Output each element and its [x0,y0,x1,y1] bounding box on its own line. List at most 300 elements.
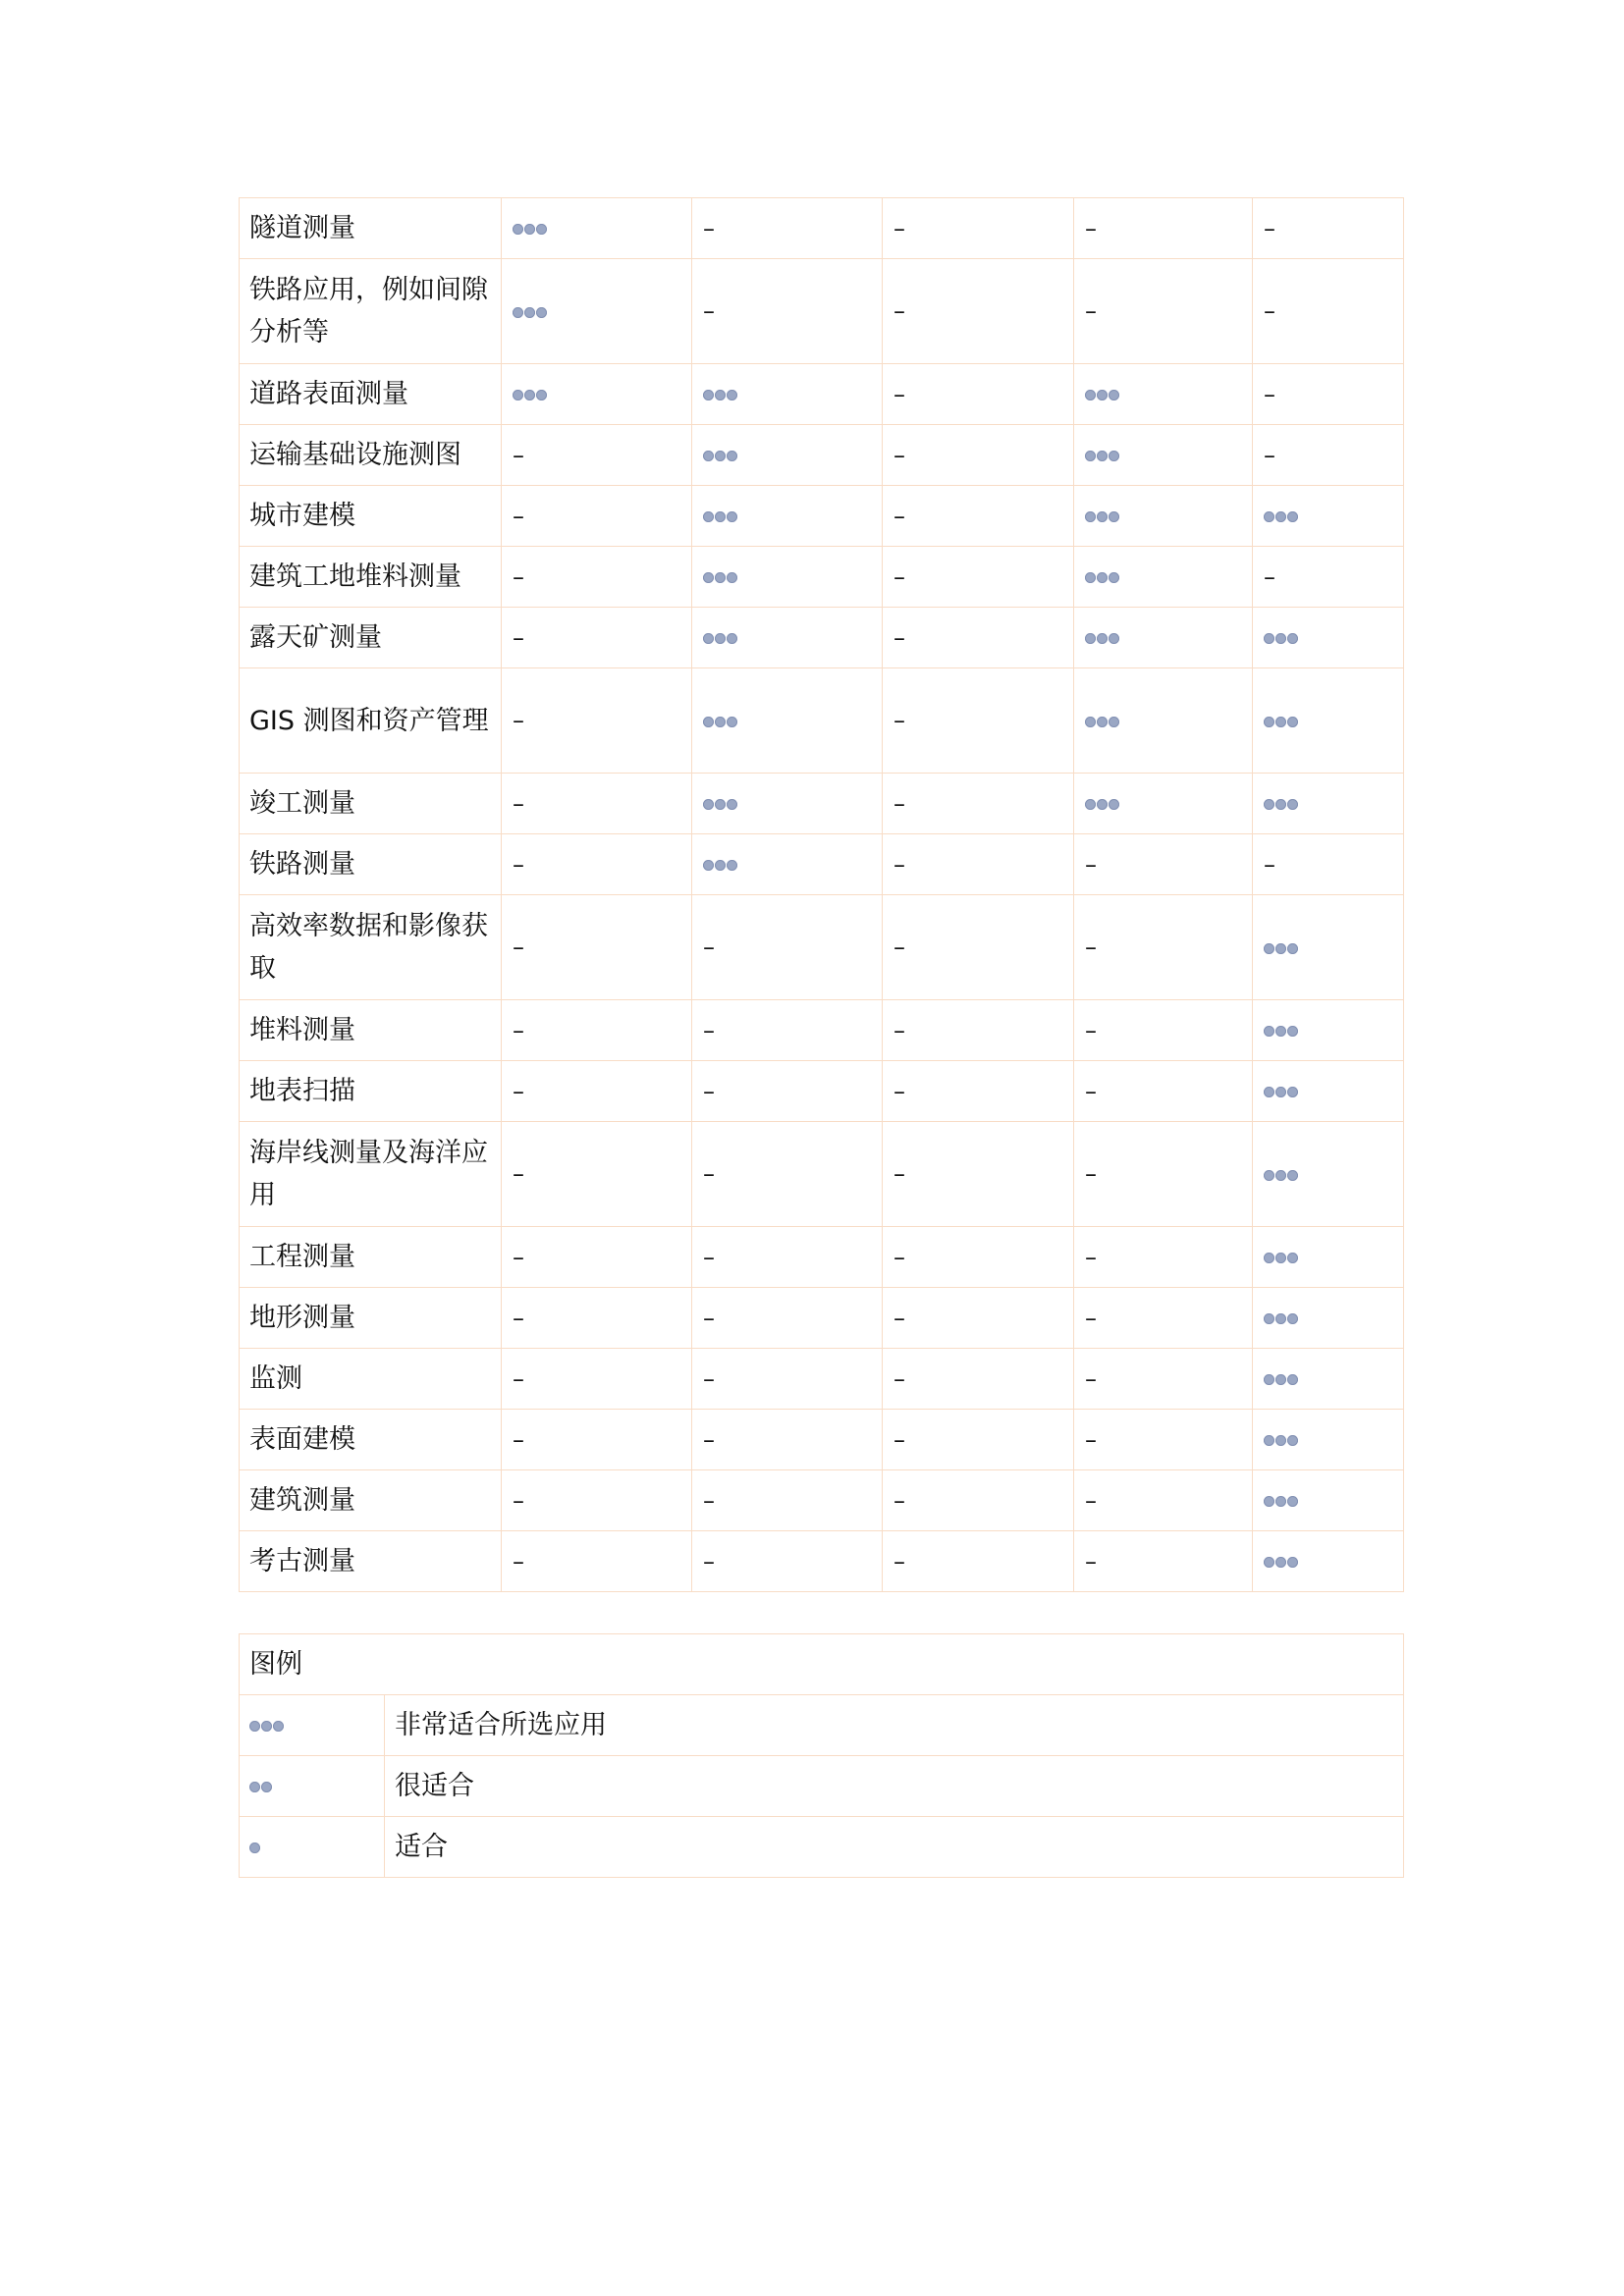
rating-dot-icon [1097,633,1108,644]
suitability-cell [502,547,692,608]
application-label: 表面建模 [240,1410,502,1470]
rating-dot-icon [1275,1557,1286,1568]
not-applicable-dash: – [1085,850,1097,879]
rating-dot-icon [1109,572,1119,583]
not-applicable-dash: – [513,1364,524,1393]
suitability-cell [883,1000,1074,1061]
not-applicable-dash: – [513,1547,524,1575]
suitability-cell [1074,547,1253,608]
legend-dots [249,1721,284,1732]
rating-dot-icon [1287,1087,1298,1097]
suitability-cell [692,198,883,259]
not-applicable-dash: – [513,1160,524,1188]
suitability-cell [1253,668,1404,774]
suitability-cell [1253,1227,1404,1288]
suitability-cell [1074,1531,1253,1592]
suitability-cell [502,198,692,259]
not-applicable-dash: – [1264,214,1275,242]
suitability-cell [1253,425,1404,486]
application-label: 堆料测量 [240,1000,502,1061]
rating-dot-icon [249,1782,260,1792]
rating-dots [1085,390,1119,400]
rating-dots [703,860,737,871]
rating-dots [1264,633,1298,644]
rating-dot-icon [1287,1313,1298,1324]
rating-dot-icon [513,307,523,318]
not-applicable-dash: – [893,1243,905,1271]
legend-dots [249,1782,272,1792]
suitability-cell [1074,259,1253,364]
not-applicable-dash: – [703,1364,715,1393]
suitability-cell [1074,1410,1253,1470]
application-label: 监测 [240,1349,502,1410]
suitability-cell [883,774,1074,834]
table-row [240,1288,1404,1349]
rating-dots [1264,1313,1298,1324]
not-applicable-dash: – [703,1486,715,1515]
not-applicable-dash: – [893,1364,905,1393]
not-applicable-dash: – [513,934,524,961]
not-applicable-dash: – [893,707,905,734]
rating-dot-icon [1085,390,1096,400]
not-applicable-dash: – [703,1547,715,1575]
suitability-cell [692,1122,883,1227]
suitability-cell [502,1349,692,1410]
rating-dot-icon [1109,717,1119,727]
suitability-cell [883,895,1074,1000]
not-applicable-dash: – [513,707,524,734]
not-applicable-dash: – [513,1243,524,1271]
not-applicable-dash: – [1264,562,1275,591]
table-row [240,1227,1404,1288]
rating-dot-icon [249,1721,260,1732]
not-applicable-dash: – [513,850,524,879]
application-label: 高效率数据和影像获取 [240,895,502,1000]
suitability-cell [1074,1122,1253,1227]
rating-dot-icon [1097,799,1108,810]
legend-text: 适合 [385,1817,1404,1878]
rating-dot-icon [703,390,714,400]
rating-dot-icon [1275,1313,1286,1324]
rating-dot-icon [1264,943,1274,954]
application-label: 隧道测量 [240,198,502,259]
rating-dot-icon [1287,511,1298,522]
suitability-cell [883,1061,1074,1122]
application-label: GIS 测图和资产管理 [240,668,502,774]
application-label: 建筑工地堆料测量 [240,547,502,608]
rating-dots [1264,1253,1298,1263]
suitability-cell [883,425,1074,486]
application-label: 海岸线测量及海洋应用 [240,1122,502,1227]
suitability-cell [1253,1349,1404,1410]
rating-dot-icon [273,1721,284,1732]
legend-text: 很适合 [385,1756,1404,1817]
table-row [240,547,1404,608]
not-applicable-dash: – [893,297,905,325]
suitability-cell [692,774,883,834]
rating-dot-icon [1275,633,1286,644]
suitability-cell [883,1349,1074,1410]
rating-dot-icon [1287,1170,1298,1181]
not-applicable-dash: – [893,562,905,591]
not-applicable-dash: – [703,1077,715,1105]
suitability-cell [1253,1531,1404,1592]
suitability-cell [502,1227,692,1288]
rating-dot-icon [513,224,523,235]
rating-dot-icon [715,390,726,400]
rating-dot-icon [1275,1435,1286,1446]
suitability-cell [502,1531,692,1592]
not-applicable-dash: – [513,623,524,652]
table-row [240,834,1404,895]
rating-dot-icon [727,572,737,583]
suitability-cell [692,364,883,425]
suitability-cell [883,547,1074,608]
suitability-cell [1074,425,1253,486]
application-label: 铁路应用，例如间隙分析等 [240,259,502,364]
suitability-cell [502,774,692,834]
rating-dot-icon [715,572,726,583]
suitability-cell [692,668,883,774]
application-suitability-table [239,197,1404,1592]
rating-dot-icon [1109,451,1119,461]
rating-dot-icon [1287,1557,1298,1568]
rating-dots [513,224,547,235]
rating-dot-icon [1275,1087,1286,1097]
suitability-cell [1253,895,1404,1000]
not-applicable-dash: – [1085,1364,1097,1393]
rating-dot-icon [715,717,726,727]
suitability-cell [502,668,692,774]
rating-dot-icon [703,511,714,522]
suitability-cell [1074,668,1253,774]
table-row [240,608,1404,668]
rating-dots [703,717,737,727]
not-applicable-dash: – [1085,934,1097,961]
application-label: 铁路测量 [240,834,502,895]
rating-dots [1264,1026,1298,1037]
suitability-cell [502,1470,692,1531]
rating-dots [1085,511,1119,522]
suitability-cell [692,834,883,895]
rating-dot-icon [261,1782,272,1792]
rating-dots [1085,572,1119,583]
rating-dot-icon [1264,1253,1274,1263]
suitability-cell [883,1470,1074,1531]
not-applicable-dash: – [893,623,905,652]
rating-dot-icon [1097,511,1108,522]
rating-dot-icon [727,717,737,727]
suitability-cell [883,1227,1074,1288]
rating-dot-icon [715,451,726,461]
not-applicable-dash: – [1085,1486,1097,1515]
not-applicable-dash: – [893,1304,905,1332]
suitability-cell [502,1000,692,1061]
rating-dots [1085,717,1119,727]
legend-text: 非常适合所选应用 [385,1695,1404,1756]
not-applicable-dash: – [893,1160,905,1188]
rating-dots [1264,1496,1298,1507]
rating-dot-icon [1264,1313,1274,1324]
not-applicable-dash: – [513,1425,524,1454]
application-label: 竣工测量 [240,774,502,834]
rating-dots [513,390,547,400]
rating-dot-icon [1287,633,1298,644]
not-applicable-dash: – [703,1425,715,1454]
application-label: 露天矿测量 [240,608,502,668]
rating-dot-icon [1287,943,1298,954]
not-applicable-dash: – [893,1425,905,1454]
rating-dots [703,390,737,400]
suitability-cell [883,608,1074,668]
rating-dot-icon [524,224,535,235]
rating-dot-icon [703,633,714,644]
suitability-cell [1074,1470,1253,1531]
rating-dots [1085,633,1119,644]
legend-dots [249,1842,260,1853]
table-body [240,198,1404,1592]
not-applicable-dash: – [1085,1547,1097,1575]
table-row [240,895,1404,1000]
suitability-cell [692,1288,883,1349]
suitability-cell [1253,1061,1404,1122]
suitability-cell [883,668,1074,774]
suitability-cell [692,1349,883,1410]
not-applicable-dash: – [513,789,524,818]
suitability-cell [502,834,692,895]
rating-dot-icon [1275,1374,1286,1385]
not-applicable-dash: – [513,562,524,591]
table-row [240,1122,1404,1227]
suitability-cell [502,1061,692,1122]
rating-dot-icon [1085,451,1096,461]
rating-dot-icon [524,390,535,400]
legend-symbol [240,1817,385,1878]
rating-dot-icon [703,860,714,871]
not-applicable-dash: – [1085,1160,1097,1188]
rating-dot-icon [1264,1435,1274,1446]
rating-dots [513,307,547,318]
rating-dot-icon [703,451,714,461]
suitability-cell [883,1288,1074,1349]
rating-dot-icon [1275,799,1286,810]
rating-dot-icon [1264,1087,1274,1097]
application-label: 建筑测量 [240,1470,502,1531]
suitability-cell [692,259,883,364]
not-applicable-dash: – [1085,1425,1097,1454]
table-row [240,668,1404,774]
suitability-cell [1074,1000,1253,1061]
rating-dot-icon [715,860,726,871]
suitability-cell [883,259,1074,364]
suitability-cell [502,364,692,425]
rating-dots [1264,1087,1298,1097]
suitability-cell [1074,486,1253,547]
application-label: 地形测量 [240,1288,502,1349]
rating-dots [703,451,737,461]
suitability-cell [692,1061,883,1122]
suitability-cell [1253,547,1404,608]
not-applicable-dash: – [1264,380,1275,408]
not-applicable-dash: – [893,1016,905,1044]
application-label: 工程测量 [240,1227,502,1288]
suitability-cell [1253,608,1404,668]
rating-dot-icon [1085,717,1096,727]
table-row [240,1000,1404,1061]
rating-dot-icon [1264,1374,1274,1385]
application-label: 城市建模 [240,486,502,547]
suitability-cell [883,1410,1074,1470]
rating-dot-icon [1264,1026,1274,1037]
suitability-cell [1074,198,1253,259]
suitability-cell [692,895,883,1000]
table-row [240,1349,1404,1410]
rating-dot-icon [703,572,714,583]
table-row [240,486,1404,547]
not-applicable-dash: – [893,441,905,469]
not-applicable-dash: – [513,1304,524,1332]
suitability-cell [1253,486,1404,547]
table-row [240,1410,1404,1470]
not-applicable-dash: – [893,214,905,242]
suitability-cell [1253,1000,1404,1061]
rating-dot-icon [1287,1374,1298,1385]
not-applicable-dash: – [893,934,905,961]
suitability-cell [1253,834,1404,895]
rating-dot-icon [1287,799,1298,810]
rating-dot-icon [1085,572,1096,583]
suitability-cell [502,1410,692,1470]
not-applicable-dash: – [703,1160,715,1188]
suitability-cell [1074,1061,1253,1122]
suitability-cell [1253,774,1404,834]
rating-dot-icon [1275,1170,1286,1181]
rating-dot-icon [727,799,737,810]
rating-dot-icon [1275,1496,1286,1507]
rating-dot-icon [715,799,726,810]
suitability-cell [502,259,692,364]
suitability-cell [502,1288,692,1349]
rating-dots [703,799,737,810]
rating-dots [1264,1435,1298,1446]
rating-dots [703,511,737,522]
rating-dots [1264,1170,1298,1181]
not-applicable-dash: – [1085,1077,1097,1105]
rating-dots [1264,943,1298,954]
rating-dot-icon [536,390,547,400]
rating-dot-icon [703,799,714,810]
rating-dot-icon [1287,1496,1298,1507]
rating-dot-icon [727,451,737,461]
legend-body [240,1634,1404,1878]
rating-dot-icon [1097,451,1108,461]
rating-dot-icon [1264,1170,1274,1181]
suitability-cell [1253,198,1404,259]
rating-dot-icon [1097,572,1108,583]
suitability-cell [502,425,692,486]
not-applicable-dash: – [513,1486,524,1515]
not-applicable-dash: – [893,1077,905,1105]
rating-dot-icon [1085,511,1096,522]
rating-dot-icon [727,860,737,871]
rating-dot-icon [727,390,737,400]
rating-dot-icon [1109,633,1119,644]
not-applicable-dash: – [703,297,715,325]
not-applicable-dash: – [703,1304,715,1332]
suitability-cell [1074,364,1253,425]
not-applicable-dash: – [1085,1304,1097,1332]
not-applicable-dash: – [893,380,905,408]
suitability-cell [1074,834,1253,895]
suitability-cell [883,834,1074,895]
not-applicable-dash: – [1264,297,1275,325]
rating-dots [1264,1557,1298,1568]
rating-dot-icon [1264,717,1274,727]
legend-row [240,1695,1404,1756]
suitability-cell [1253,259,1404,364]
not-applicable-dash: – [1085,297,1097,325]
not-applicable-dash: – [513,1016,524,1044]
rating-dot-icon [1085,633,1096,644]
suitability-cell [1253,1470,1404,1531]
application-label: 考古测量 [240,1531,502,1592]
suitability-cell [1074,895,1253,1000]
rating-dot-icon [536,307,547,318]
suitability-cell [692,608,883,668]
suitability-cell [883,486,1074,547]
suitability-cell [502,1122,692,1227]
rating-dot-icon [513,390,523,400]
rating-dot-icon [1287,1253,1298,1263]
table-row [240,1061,1404,1122]
suitability-cell [1074,774,1253,834]
suitability-cell [502,608,692,668]
rating-dot-icon [524,307,535,318]
application-label: 运输基础设施测图 [240,425,502,486]
legend-title: 图例 [240,1634,1404,1695]
suitability-cell [692,1410,883,1470]
not-applicable-dash: – [893,502,905,530]
not-applicable-dash: – [513,441,524,469]
rating-dot-icon [1109,511,1119,522]
rating-dot-icon [703,717,714,727]
rating-dot-icon [1109,799,1119,810]
legend-row [240,1756,1404,1817]
suitability-cell [1074,608,1253,668]
rating-dot-icon [1275,717,1286,727]
table-row [240,1470,1404,1531]
rating-dots [1264,511,1298,522]
suitability-cell [692,1531,883,1592]
not-applicable-dash: – [1264,441,1275,469]
application-label: 地表扫描 [240,1061,502,1122]
legend-symbol [240,1756,385,1817]
table-row [240,364,1404,425]
suitability-cell [1253,1122,1404,1227]
not-applicable-dash: – [703,1016,715,1044]
rating-dot-icon [715,511,726,522]
suitability-cell [502,486,692,547]
rating-dot-icon [1275,511,1286,522]
not-applicable-dash: – [893,789,905,818]
suitability-cell [883,198,1074,259]
rating-dot-icon [1264,633,1274,644]
not-applicable-dash: – [513,502,524,530]
suitability-cell [1253,364,1404,425]
rating-dot-icon [727,633,737,644]
suitability-cell [692,425,883,486]
table-row [240,198,1404,259]
